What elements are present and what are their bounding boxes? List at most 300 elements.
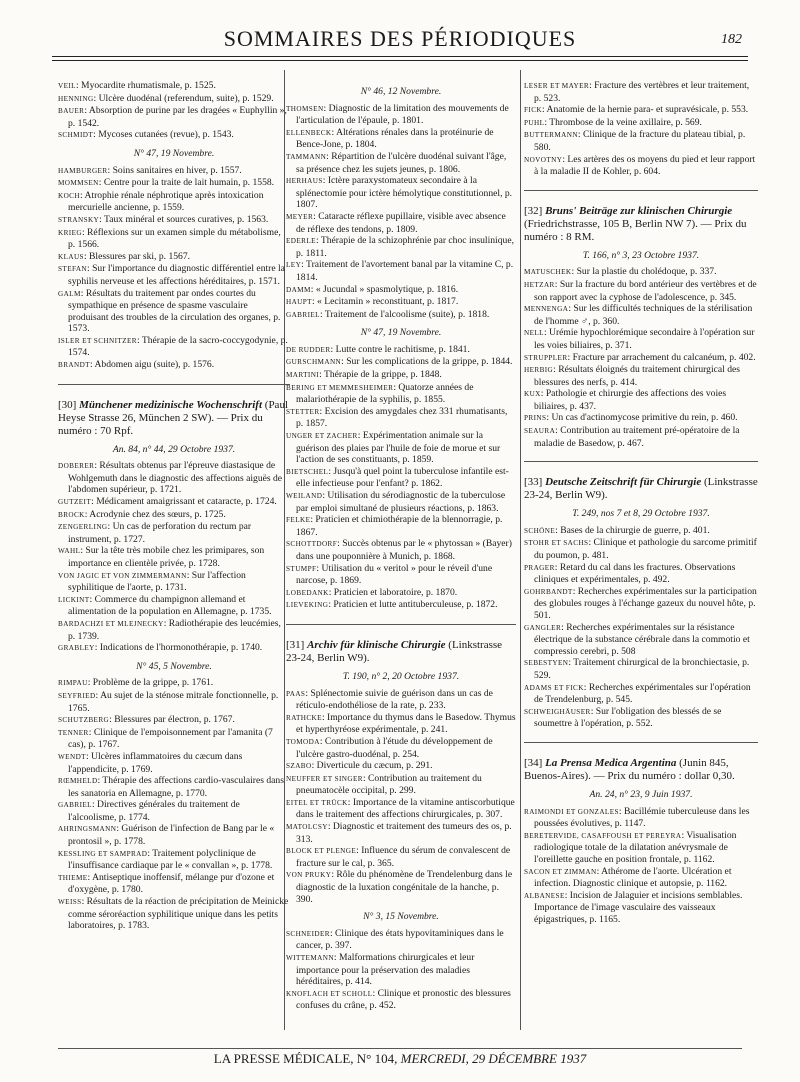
entry-author: ADAMS ET FICK <box>524 683 584 692</box>
entry-author: FELKE <box>286 516 311 525</box>
entry-author: PAAS <box>286 689 306 698</box>
entry-title: : Résultats du traitement par ondes courtes du sympathique en présence de spasme vasculaire produisant des troubles de la circulation des organes, p. 1573. <box>68 287 281 335</box>
entry-author: WEISS <box>58 898 82 907</box>
article-entry <box>524 586 758 622</box>
entry-title: : Pathologie et chirurgie des affections des voies biliaires, p. 437. <box>534 388 727 412</box>
entry-author: GABRIEL <box>58 801 92 810</box>
entry-author: WEILAND <box>286 492 323 500</box>
entry-author: KOCH <box>58 191 80 200</box>
entry-title: : Thérapie de la grippe, p. 1848. <box>319 369 442 381</box>
article-entry <box>524 657 758 681</box>
entry-title: : Résultats obtenus par l'épreuve diastasique de Wohlgemuth dans le diagnostic des affections aiguës de l'abdomen supérieur, p. 1721. <box>68 460 283 496</box>
entry-title: : Sur la tête très mobile chez les primipares, son importance en clientèle privée, p. 1728. <box>68 545 265 569</box>
article-entry <box>58 496 290 509</box>
entry-author: NOVOTNY <box>524 155 563 164</box>
entry-author: TAMMANN <box>286 152 327 161</box>
entry-title: : Importance de la vitamine antiscorbutique dans le traitement des affections chirurgicales, p. 307. <box>296 796 515 821</box>
entry-title: : Sur l'affection syphilitique de l'aorte, p. 1731. <box>68 569 246 594</box>
entry-title: : Myocardite rhumatismale, p. 1525. <box>75 80 216 91</box>
journal-address: (Linkstrasse 23-24, Berlin W9). <box>286 638 503 664</box>
journal-address: (Junin 845, Buenos-Aires). — Prix du numéro : dollar 0,30. <box>524 756 735 782</box>
entry-title: : Fracture par arrachement du calcanéum, p. 402. <box>567 351 756 363</box>
journal-name: Bruns' Beiträge zur klinischen Chirurgie <box>545 204 733 217</box>
entry-author: EITEL ET TRÜCK <box>286 798 348 807</box>
entry-title: : Blessures par électron, p. 1767. <box>109 714 235 726</box>
entry-author: BUTTERMANN <box>524 131 578 140</box>
entry-author: RŒMHELD <box>58 777 98 786</box>
entry-title: : Excision des amygdales chez 331 rhumatisants, p. 1857. <box>296 405 508 430</box>
article-entry <box>524 830 758 866</box>
article-entry <box>58 227 290 251</box>
entry-author: RATHCKE <box>286 713 322 722</box>
entry-title: : Diverticule du cæcum, p. 291. <box>311 760 433 772</box>
entry-title: : « Lecitamin » reconstituant, p. 1817. <box>311 296 459 308</box>
column-2 <box>286 80 516 1012</box>
entry-title: : Sur la fracture du bord antérieur des vertèbres et de son rapport avec la cyphose de l'adolescence, p. 345. <box>534 278 757 303</box>
entry-author: RIMPAU <box>58 679 88 688</box>
entry-title: : Thérapie des affections cardio-vasculaires dans les sanatoria en Allemagne, p. 1770. <box>68 775 284 799</box>
journal-number: [34] <box>524 756 543 769</box>
journal-number: [30] <box>58 398 77 411</box>
entry-title: : Influence du sérum de convalescent de fracture sur le cal, p. 365. <box>296 845 511 869</box>
entry-author: HERBIG <box>524 366 554 375</box>
entry-title: : Diagnostic de la limitation des mouvements de l'articulation de l'épaule, p. 1801. <box>296 102 509 127</box>
article-entry <box>524 104 758 117</box>
entry-title: : Visualisation radiologique totale de la dilatation anévrysmale de l'oreillette gauche en position frontale, p. 1162. <box>534 829 737 865</box>
article-entry <box>286 127 516 151</box>
article-entry <box>524 412 758 425</box>
entry-author: UNGER ET ZACHER <box>286 432 358 441</box>
entry-title: : Praticien et lutte antituberculeuse, p. 1872. <box>328 599 498 611</box>
entry-title: : Splénectomie suivie de guérison dans un cas de réticulo-endothéliose de la rate, p. 233. <box>296 687 493 712</box>
entry-title: : Radiothérapie des leucémies, p. 1739. <box>68 617 281 642</box>
entry-author: DOBERER <box>58 462 95 471</box>
entry-author: HETZAR <box>524 280 555 289</box>
entry-title: : Utilisation du sérodiagnostic de la tuberculose par emploi simultané de plusieurs réactions, p. 1863. <box>296 490 506 514</box>
article-entry <box>524 303 758 327</box>
entry-title: : Contribution au traitement pré-opératoire de la maladie de Basedow, p. 467. <box>534 425 740 449</box>
entry-author: THOMSEN <box>286 104 324 113</box>
article-entry <box>58 251 290 264</box>
article-entry <box>58 177 290 190</box>
article-entry <box>58 460 290 496</box>
entry-title: : Quatorze années de malariothérapie de la syphilis, p. 1855. <box>296 381 474 406</box>
entry-title: : Centre pour la traite de lait humain, p. 1558. <box>98 177 275 189</box>
article-entry <box>286 760 516 773</box>
article-entry <box>524 866 758 890</box>
article-entry <box>524 525 758 538</box>
page-footer <box>0 1051 800 1067</box>
entry-title: : Au sujet de la sténose mitrale fonctionnelle, p. 1765. <box>68 689 279 714</box>
entry-author: GANGLER <box>524 623 562 632</box>
entry-title: : Contribution à l'étude du développement de l'ulcère gastro-duodénal, p. 254. <box>296 735 493 760</box>
entry-author: LOBEDANK <box>286 588 329 597</box>
entry-author: PRAGER <box>524 563 555 572</box>
journal-number: [31] <box>286 638 305 651</box>
article-entry <box>58 642 290 655</box>
entry-author: BLOCK ET PLENGE <box>286 847 357 856</box>
entry-title: : Clinique et pathologie du sarcome primitif du poumon, p. 481. <box>534 537 757 562</box>
journal-name: Münchener medizinische Wochenschrift <box>79 398 263 411</box>
article-entry <box>286 928 516 952</box>
column-divider <box>520 70 521 1030</box>
entry-author: SACON ET ZIMMAN <box>524 867 597 876</box>
entry-author: TOMODA <box>286 737 320 746</box>
article-entry <box>286 688 516 712</box>
entry-title: : Ictère paraxystomateux secondaire à la splénectomie pour ictère hémolytique constitutionnel, p. 1807. <box>296 175 513 211</box>
footer-date: MERCREDI, 29 DÉCEMBRE 1937 <box>400 1051 587 1066</box>
article-entry <box>58 872 290 896</box>
article-entry <box>524 364 758 388</box>
entry-title: : Rôle du phénomène de Trendelenburg dans le diagnostic de la luxation congénitale de la hanche, p. 390. <box>296 869 513 905</box>
entry-author: GABRIEL <box>286 310 320 319</box>
entry-author: SCHWEIGHÄUSER <box>524 707 591 716</box>
entry-author: RAIMONDI ET GONZALES <box>524 807 619 816</box>
entry-author: BERETERVIDE, CASAFFOUSH ET PEREYRA <box>524 831 682 840</box>
entry-author: HENNING <box>58 94 94 103</box>
article-entry <box>286 736 516 760</box>
issue-heading: An. 84, n° 44, 29 Octobre 1937. <box>112 443 236 455</box>
issue-heading: N° 47, 19 Novembre. <box>360 327 442 339</box>
article-entry <box>58 545 290 569</box>
entry-author: MEYER <box>286 212 314 221</box>
issue-heading: T. 166, n° 3, 23 Octobre 1937. <box>582 249 700 261</box>
entry-author: FICK <box>524 106 542 115</box>
entry-author: BAUER <box>58 107 85 116</box>
entry-title: : Diagnostic et traitement des tumeurs des os, p. 313. <box>296 821 512 845</box>
entry-author: SCHNEIDER <box>286 929 330 938</box>
entry-author: MENNENGA <box>524 305 569 314</box>
article-entry <box>286 869 516 905</box>
entry-author: WENDT <box>58 752 86 761</box>
entry-author: STUMPF <box>286 564 317 573</box>
article-entry <box>58 823 290 847</box>
article-entry <box>58 751 290 775</box>
entry-author: BARDACHZI ET MLEJNECKY <box>58 619 164 628</box>
entry-title: : Praticien et chimiothérapie de la blennorragie, p. 1867. <box>296 514 503 538</box>
article-entry <box>524 562 758 586</box>
section-separator <box>58 384 290 385</box>
article-entry <box>286 490 516 514</box>
entry-title: : Ulcère duodénal (referendum, suite), p. 1529. <box>93 92 274 104</box>
article-entry <box>58 714 290 727</box>
article-entry <box>286 466 516 490</box>
entry-author: BIETSCHEL <box>286 467 329 476</box>
article-entry <box>58 677 290 690</box>
entry-author: MATOLCSY <box>286 823 328 832</box>
issue-heading: N° 45, 5 Novembre. <box>136 660 212 672</box>
footer-publication: LA PRESSE MÉDICALE, N° 104, <box>213 1051 398 1066</box>
journal-address: (Paul Heyse Strasse 26, München 2 SW). — Prix du numéro : 70 Rpf. <box>58 398 289 437</box>
article-entry <box>58 105 290 129</box>
header-rule-thin <box>52 60 748 61</box>
article-entry <box>58 190 290 214</box>
entry-title: : Recherches expérimentales sur la participation des globules rouges à l'échange gazeux du nouvel hôte, p. 501. <box>534 585 757 621</box>
journal-name: Deutsche Zeitschrift für Chirurgie <box>545 476 702 489</box>
article-entry <box>58 594 290 618</box>
article-entry <box>524 537 758 561</box>
article-entry <box>286 296 516 309</box>
entry-author: DAMM <box>286 285 311 294</box>
article-entry <box>286 952 516 988</box>
article-entry <box>286 563 516 587</box>
entry-author: SCHUTZBERG <box>58 716 110 725</box>
entry-title: : Sur les complications de la grippe, p. 1844. <box>341 356 513 368</box>
entry-author: STOHR ET SACHS <box>524 539 589 548</box>
journal-address: (Friedrichstrasse, 105 B, Berlin NW 7). — Prix du numéro : 8 RM. <box>524 217 747 243</box>
article-entry <box>524 327 758 351</box>
entry-author: ZENGERLING <box>58 523 108 532</box>
article-entry <box>524 266 758 279</box>
journal-name: La Prensa Medica Argentina <box>545 756 677 769</box>
entry-author: BROCK <box>58 510 85 519</box>
article-entry <box>58 690 290 714</box>
entry-title: : Clinique des états hypovitaminiques dans le cancer, p. 397. <box>296 927 504 952</box>
article-entry <box>58 214 290 227</box>
journal-heading <box>524 476 758 502</box>
article-entry <box>286 712 516 736</box>
journal-heading <box>524 757 758 783</box>
entry-title: : Sur les difficultés techniques de la stérilisation de l'homme ♂, p. 360. <box>534 303 753 327</box>
article-entry <box>58 93 290 106</box>
article-entry <box>524 80 758 104</box>
entry-author: NEUFFER ET SINGER <box>286 774 363 783</box>
article-entry <box>58 263 290 287</box>
entry-title: : Incision de Jalaguier et incisions semblables. Importance de l'image vasculaire des vaisseaux épigastriques, p. 1165. <box>534 889 743 925</box>
issue-heading: N° 47, 19 Novembre. <box>133 147 215 159</box>
entry-title: : Taux minéral et sources curatives, p. 1563. <box>99 213 269 225</box>
entry-title: : Bacillémie tuberculeuse dans les poussées évolutives, p. 1147. <box>534 805 750 830</box>
entry-author: TENNER <box>58 728 89 737</box>
entry-author: SEAURA <box>524 427 556 436</box>
entry-title: : Clinique de la fracture du plateau tibial, p. 580. <box>534 129 746 153</box>
entry-author: STRUPPLER <box>524 353 568 362</box>
article-entry <box>524 706 758 730</box>
header-rule <box>52 56 748 57</box>
article-entry <box>524 682 758 706</box>
article-entry <box>286 430 516 466</box>
entry-title: : Blessures par ski, p. 1567. <box>83 250 191 262</box>
entry-title: : Sur la plastie du cholédoque, p. 337. <box>571 266 717 278</box>
entry-title: : Atrophie rénale néphrotique après intoxication mercurielle ancienne, p. 1559. <box>68 189 264 214</box>
entry-author: PRINS <box>524 414 547 423</box>
article-entry <box>524 806 758 830</box>
article-entry <box>286 103 516 127</box>
entry-author: VON PRUKY <box>286 871 332 880</box>
entry-title: : Sur l'importance du diagnostic différentiel entre la syphilis nerveuse et les affections héréditaires, p. 1571. <box>68 263 285 287</box>
entry-author: DE RUDDER <box>286 345 331 354</box>
article-entry <box>524 388 758 412</box>
journal-heading <box>58 399 290 438</box>
entry-author: KESSLING ET SAMPRAD <box>58 849 148 858</box>
article-entry <box>58 129 290 142</box>
entry-title: : Recherches expérimentales sur l'opération de Trendelenburg, p. 545. <box>534 681 751 706</box>
section-separator <box>524 742 758 743</box>
article-entry <box>524 352 758 365</box>
article-entry <box>58 335 290 359</box>
entry-title: : Problème de la grippe, p. 1761. <box>87 677 214 689</box>
entry-title: : Clinique de l'empoisonnement par l'amanita (7 cas), p. 1767. <box>68 726 273 751</box>
entry-title: : Absorption de purine par les dragées « Euphyllin », p. 1542. <box>68 105 287 129</box>
entry-author: ALBANESE <box>524 891 565 900</box>
entry-title: : Antiseptique inoffensif, mélange pur d'ozone et d'oxygène, p. 1780. <box>68 871 275 896</box>
entry-author: MATUSCHEK <box>524 268 572 277</box>
issue-heading: N° 3, 15 Novembre. <box>363 911 439 923</box>
entry-author: KLAUS <box>58 252 84 261</box>
entry-title: : Thrombose de la veine axillaire, p. 569. <box>544 116 702 128</box>
entry-title: : Les artères des os moyens du pied et leur rapport à la maladie II de Kohler, p. 604. <box>534 153 756 178</box>
entry-title: : Athérome de l'aorte. Ulcération et infection. Diagnostic clinique et autopsie, p. 1162. <box>534 865 732 890</box>
entry-author: SEYFRIED <box>58 691 96 700</box>
entry-title: : Malformations chirurgicales et leur importance pour la préservation des maladies héréditaires, p. 414. <box>296 952 475 988</box>
section-separator <box>524 190 758 191</box>
issue-heading: N° 46, 12 Novembre. <box>360 86 442 97</box>
entry-title: : Commerce du champignon allemand et alimentation de la population en Allemagne, p. 1735. <box>68 593 272 618</box>
entry-title: : Traitement de l'avortement banal par la vitamine C, p. 1814. <box>296 259 514 283</box>
article-entry <box>286 369 516 382</box>
article-entry <box>286 211 516 235</box>
article-entry <box>524 890 758 926</box>
entry-title: : Expérimentation animale sur la guérison des plaies par l'huile de foie de morue et sur l'action de ses constituants, p. 1859. <box>296 430 501 466</box>
entry-title: : Résultats éloignés du traitement chirurgical des blessures des nerfs, p. 414. <box>534 364 741 388</box>
entry-title: : Un cas de perforation du rectum par instrument, p. 1727. <box>68 521 252 545</box>
entry-author: ISLER ET SCHNITZER <box>58 336 137 345</box>
entry-title: : Ulcères inflammatoires du cæcum dans l'appendicite, p. 1769. <box>68 750 243 775</box>
article-entry <box>286 406 516 430</box>
article-entry <box>58 848 290 872</box>
entry-title: : Directives générales du traitement de l'alcoolisme, p. 1774. <box>68 799 240 823</box>
entry-author: GALM <box>58 289 81 298</box>
article-entry <box>286 235 516 259</box>
article-entry <box>524 425 758 449</box>
entry-author: LEY <box>286 261 302 270</box>
entry-author: BERING ET MEMMESHEIMER <box>286 383 394 392</box>
entry-author: SCHOTTDORF <box>286 540 338 549</box>
section-separator <box>286 624 516 625</box>
article-entry <box>286 514 516 538</box>
entry-title: : Recherches expérimentales sur la résistance électrique de la substance cérébrale dans la commotio et compressio cerebri, p. 508 <box>534 621 750 657</box>
entry-author: STEFAN <box>58 265 88 274</box>
article-entry <box>286 773 516 797</box>
article-entry <box>58 521 290 545</box>
article-entry <box>286 821 516 845</box>
article-entry <box>58 896 290 932</box>
article-entry <box>524 154 758 178</box>
article-entry <box>286 259 516 283</box>
article-entry <box>58 618 290 642</box>
column-1 <box>58 80 290 932</box>
article-entry <box>58 288 290 335</box>
entry-title: : « Jucundal » spasmolytique, p. 1816. <box>310 283 459 295</box>
article-entry <box>286 988 516 1012</box>
issue-heading: T. 190, n° 2, 20 Octobre 1937. <box>342 670 460 682</box>
footer-rule <box>58 1048 742 1049</box>
article-entry <box>286 382 516 406</box>
entry-author: BRANDT <box>58 361 90 370</box>
entry-author: GRABLEY <box>58 644 95 653</box>
entry-title: : Jusqu'à quel point la tuberculose infantile est-elle infectieuse pour l'enfant? p. 1862. <box>296 465 509 490</box>
entry-author: GOHRBANDT <box>524 587 573 596</box>
article-entry <box>286 797 516 821</box>
article-entry <box>58 727 290 751</box>
article-entry <box>286 175 516 211</box>
page-title: SOMMAIRES DES PÉRIODIQUES <box>223 26 577 51</box>
entry-title: : Succès obtenus par le « phytossan » (Bayer) dans une pouponnière à Munich, p. 1868. <box>296 538 512 562</box>
entry-author: THIEME <box>58 873 88 882</box>
entry-author: GURSCHMANN <box>286 358 342 367</box>
entry-title: : Guérison de l'infection de Bang par le « prontosil », p. 1778. <box>68 823 275 848</box>
entry-author: STETTER <box>286 407 320 416</box>
article-entry <box>58 799 290 823</box>
entry-author: AHRINGSMANN <box>58 825 117 834</box>
entry-title: : Un cas d'actinomycose primitive du rein, p. 460. <box>546 412 738 424</box>
entry-title: : Traitement polyclinique de l'insuffisance cardiaque par le « convallan », p. 1778. <box>68 847 273 872</box>
article-entry <box>58 359 290 372</box>
article-entry <box>286 599 516 612</box>
entry-author: SZABO <box>286 762 312 771</box>
page-number: 182 <box>721 32 742 47</box>
entry-author: LESER ET MAYER <box>524 82 590 90</box>
journal-name: Archiv für klinische Chirurgie <box>307 638 446 651</box>
article-entry <box>286 845 516 869</box>
entry-title: : Indications de l'hormonothérapie, p. 1740. <box>94 642 263 654</box>
entry-author: LIEVEKING <box>286 601 329 610</box>
article-entry <box>524 279 758 303</box>
entry-title: : Répartition de l'ulcère duodénal suivant l'âge, sa présence chez les sujets jeunes, p. 1806. <box>296 150 507 175</box>
entry-author: KNOFLACH ET SCHOLL <box>286 989 373 998</box>
article-entry <box>58 570 290 594</box>
entry-author: VEIL <box>58 82 76 90</box>
entry-title: : Utilisation du « veritol » pour le réveil d'une narcose, p. 1869. <box>296 562 493 587</box>
entry-title: : Fracture des vertèbres et leur traitement, p. 523. <box>534 80 750 104</box>
entry-author: GUTZEIT <box>58 498 92 507</box>
entry-author: KRIEG <box>58 228 82 237</box>
entry-author: HAUPT <box>286 298 312 307</box>
article-entry <box>286 151 516 175</box>
entry-author: KUX <box>524 390 541 399</box>
entry-author: MOMMSEN <box>58 179 99 188</box>
entry-title: : Importance du thymus dans le Basedow. Thymus et hyperthyréose expérimentale, p. 241. <box>296 711 516 736</box>
entry-title: : Anatomie de la hernie para- et supravésicale, p. 553. <box>541 104 749 116</box>
journal-heading <box>524 205 758 244</box>
entry-title: : Urémie hypochlorémique secondaire à l'opération sur les voies biliaires, p. 371. <box>534 327 755 351</box>
entry-title: : Cataracte réflexe pupillaire, visible avec absence de réflexe des tendons, p. 1809. <box>296 210 506 235</box>
journal-address: (Linkstrasse 23-24, Berlin W9). <box>524 476 758 502</box>
entry-author: NELL <box>524 329 544 338</box>
entry-author: STRANSKY <box>58 215 100 224</box>
entry-author: SEBESTYEN <box>524 659 569 668</box>
article-entry <box>524 129 758 153</box>
article-entry <box>524 622 758 658</box>
entry-title: : Thérapie de la schizophrénie par choc insulinique, p. 1811. <box>296 235 514 259</box>
article-entry <box>286 356 516 369</box>
journal-number: [32] <box>524 204 543 217</box>
journal-heading <box>286 639 516 665</box>
entry-author: WAHL <box>58 547 81 556</box>
article-entry <box>58 509 290 522</box>
entry-title: : Médicament amaigrissant et cataracte, p. 1724. <box>91 496 277 508</box>
entry-author: MARTINI <box>286 371 320 380</box>
entry-title: : Altérations rénales dans la protéinurie de Bence-Jone, p. 1804. <box>296 126 494 151</box>
entry-title: : Traitement chirurgical de la bronchiectasie, p. 529. <box>534 657 750 681</box>
entry-author: LICKINT <box>58 595 90 604</box>
entry-author: SCHMIDT <box>58 131 94 140</box>
entry-author: WITTEMANN <box>286 954 334 962</box>
issue-heading: An. 24, n° 23, 9 Juin 1937. <box>589 788 693 800</box>
entry-title: : Bases de la chirurgie de guerre, p. 401. <box>555 524 710 536</box>
issue-heading: T. 249, nos 7 et 8, 29 Octobre 1937. <box>572 508 710 520</box>
article-entry <box>58 80 290 93</box>
